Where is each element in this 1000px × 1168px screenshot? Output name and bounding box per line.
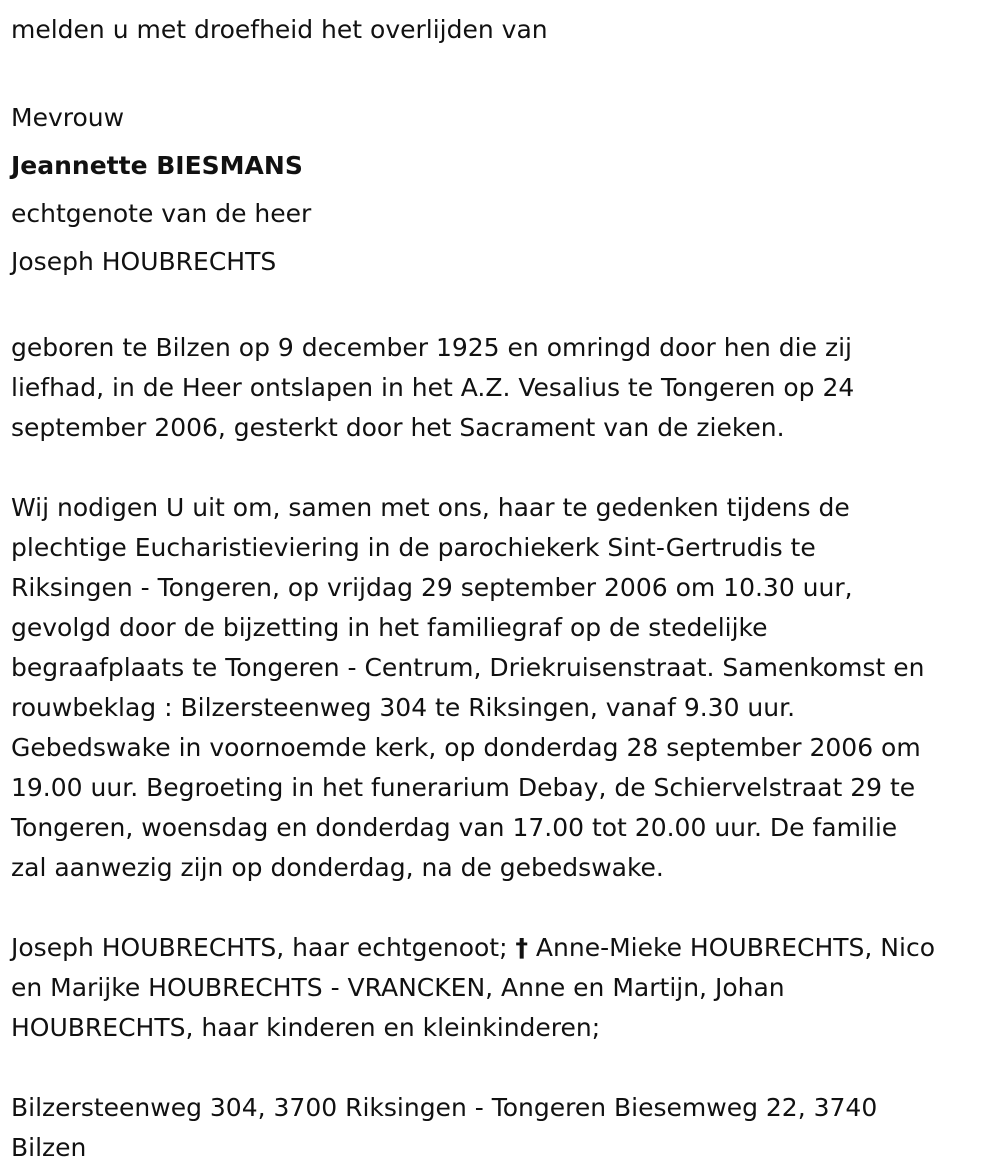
birth-line: liefhad, in de Heer ontslapen in het A.Z. Vesalius te Tongeren op 24 (11, 373, 855, 402)
invitation-paragraph (11, 488, 996, 888)
family-line: en Marijke HOUBRECHTS - VRANCKEN, Anne en Martijn, Johan (11, 973, 785, 1002)
addresses-paragraph (11, 1088, 996, 1168)
invitation-line: Gebedswake in voornoemde kerk, op donderdag 28 september 2006 om (11, 733, 921, 762)
invitation-line: rouwbeklag : Bilzersteenweg 304 te Riksingen, vanaf 9.30 uur. (11, 693, 796, 722)
family-line: HOUBRECHTS, haar kinderen en kleinkinderen; (11, 1013, 601, 1042)
invitation-line: 19.00 uur. Begroeting in het funerarium Debay, de Schiervelstraat 29 te (11, 773, 916, 802)
family-spouse-text: Joseph HOUBRECHTS, haar echtgenoot; (11, 933, 516, 962)
invitation-line: Wij nodigen U uit om, samen met ons, haar te gedenken tijdens de (11, 493, 850, 522)
invitation-line: plechtige Eucharistieviering in de parochiekerk Sint-Gertrudis te (11, 533, 816, 562)
family-children-text: Anne-Mieke HOUBRECHTS, Nico (527, 933, 935, 962)
family-line (11, 928, 996, 968)
address-line: Bilzen (11, 1133, 87, 1162)
birth-line: september 2006, gesterkt door het Sacrament van de zieken. (11, 413, 785, 442)
intro-text: melden u met droefheid het overlijden van (11, 15, 548, 44)
invitation-line: Tongeren, woensdag en donderdag van 17.00 tot 20.00 uur. De familie (11, 813, 898, 842)
spouse-name: Joseph HOUBRECHTS (11, 247, 277, 276)
invitation-line: begraafplaats te Tongeren - Centrum, Driekruisenstraat. Samenkomst en (11, 653, 925, 682)
title-prefix: Mevrouw (11, 103, 125, 132)
birth-paragraph (11, 328, 996, 448)
invitation-line: Riksingen - Tongeren, op vrijdag 29 september 2006 om 10.30 uur, (11, 573, 853, 602)
deceased-name: Jeannette BIESMANS (11, 151, 303, 180)
family-paragraph (11, 928, 996, 1048)
cross-icon: † (515, 933, 528, 962)
birth-line: geboren te Bilzen op 9 december 1925 en omringd door hen die zij (11, 333, 852, 362)
invitation-line: gevolgd door de bijzetting in het familiegraf op de stedelijke (11, 613, 768, 642)
invitation-line: zal aanwezig zijn op donderdag, na de gebedswake. (11, 853, 664, 882)
address-line: Bilzersteenweg 304, 3700 Riksingen - Tongeren Biesemweg 22, 3740 (11, 1093, 878, 1122)
spouse-line: echtgenote van de heer (11, 199, 312, 228)
